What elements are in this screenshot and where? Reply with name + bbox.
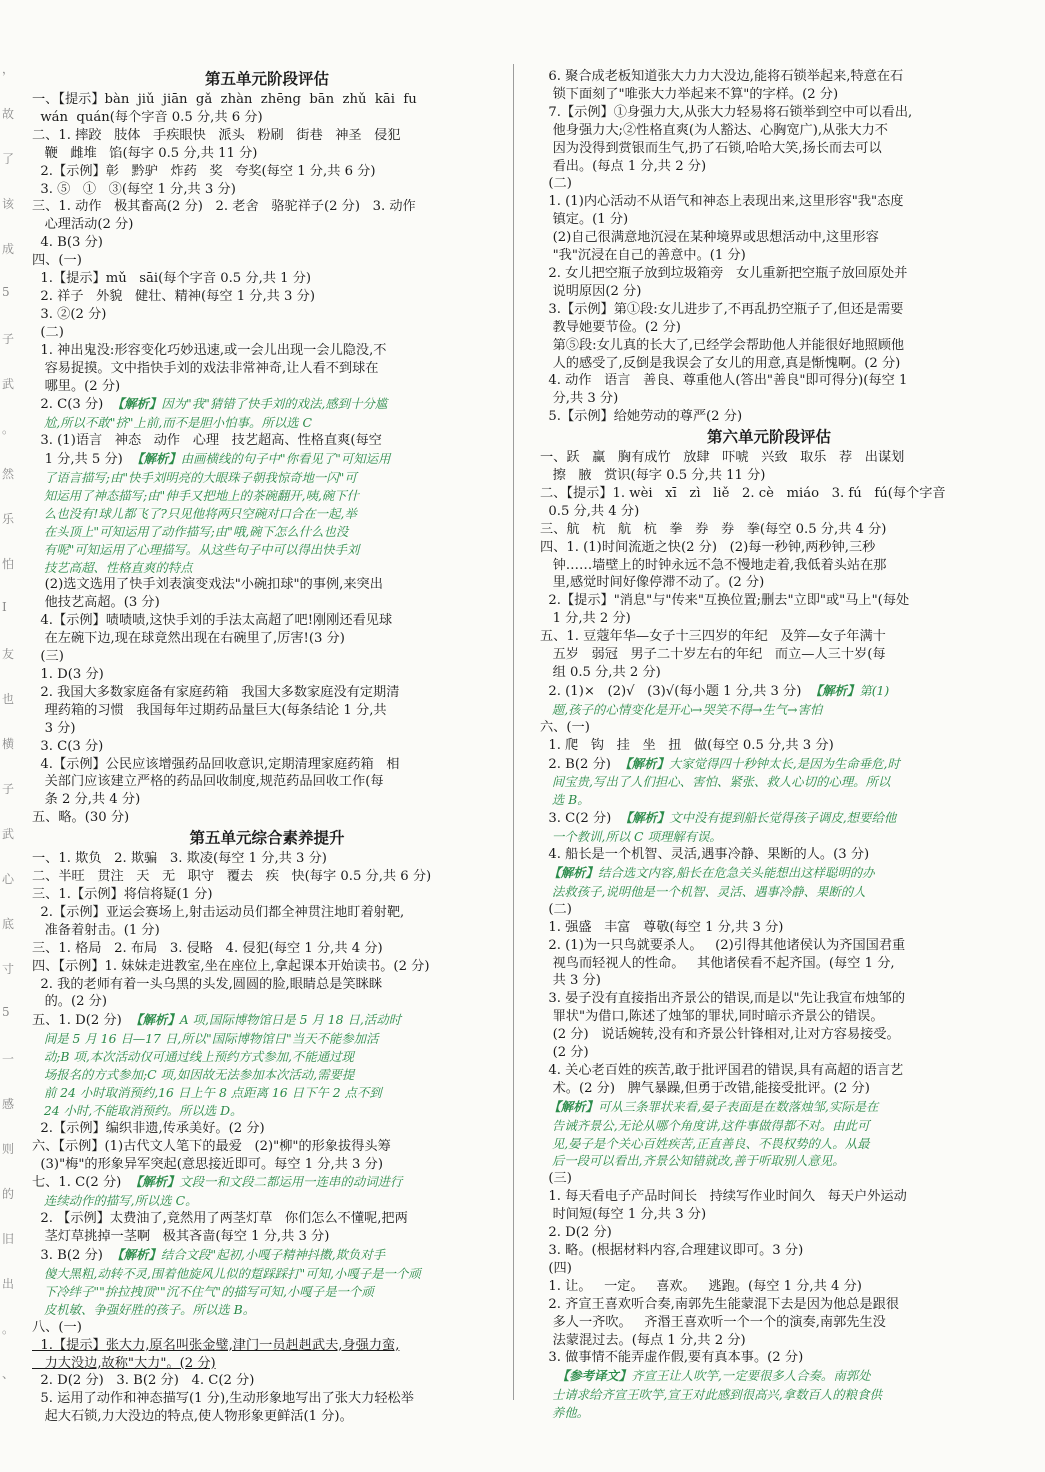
analysis-line: 见,晏子是个关心百姓疾苦,正直善良、不畏权势的人。从最 [540, 1135, 870, 1151]
margin-fragment: 横 [2, 737, 15, 751]
answer-line: 2. 祥子 外貌 健壮、精神(每空 1 分,共 3 分) [32, 288, 315, 304]
answer-text: 2. (1)× (2)√ (3)√(每小题 1 分,共 3 分) [540, 683, 810, 699]
answer-line: 4.【示例】啧啧啧,这快手刘的手法太高超了吧!刚刚还看见球 [32, 613, 393, 629]
analysis-text: 可从三条罪状来看,晏子表面是在数落烛邹,实际是在 [597, 1098, 879, 1114]
answer-line-with-analysis [32, 450, 502, 469]
analysis-line: 养他。 [540, 1405, 589, 1421]
margin-fragment: 也 [2, 692, 15, 706]
answer-line: (三) [32, 649, 64, 665]
analysis-inline [810, 683, 890, 698]
margin-fragment: 则 [2, 1142, 15, 1156]
answer-line: 擦 腋 赏识(每字 0.5 分,共 11 分) [540, 468, 766, 484]
answer-line: 3. (1)语言 神态 动作 心理 技艺超高、性格直爽(每空 [32, 433, 382, 449]
answer-line: 4. 动作 语言 善良、尊重他人(答出"善良"即可得分)(每空 1 [540, 373, 908, 389]
margin-fragment: 一 [2, 1052, 15, 1066]
analysis-line: 法救孩子,说明他是一个机智、灵活、遇事冷静、果断的人 [540, 883, 866, 899]
margin-fragment: 寸 [2, 962, 15, 976]
margin-fragment: 武 [2, 827, 15, 841]
analysis-inline [130, 1012, 401, 1027]
answer-line: 哪里。(2 分) [32, 378, 121, 394]
answer-line: 3. ⑤ ① ③(每空 1 分,共 3 分) [32, 181, 236, 197]
analysis-line: 了语言描写;由"快手刘明亮的大眼珠子朝我惊奇地一闪"可 [32, 470, 357, 486]
answer-text: 五、1. D(2 分) [32, 1013, 131, 1029]
analysis-inline [557, 1368, 871, 1383]
answer-line: 3 分) [32, 720, 76, 736]
margin-fragment: I [2, 600, 7, 614]
answer-line: 五岁 弱冠 男子二十岁左右的年纪 而立—人三十岁(每 [540, 647, 886, 663]
answer-line: 因为没得到赏银而生气,扔了石锁,哈哈大笑,扬长而去可以 [540, 140, 882, 156]
answer-line: (三) [540, 1171, 572, 1187]
margin-fragment: 友 [2, 647, 15, 661]
margin-fragment: 怕 [2, 557, 15, 571]
analysis-line: 后一段可以看出,齐景公知错就改,善于听取别人意见。 [540, 1153, 845, 1169]
analysis-tag: 【解析】 [548, 1098, 598, 1114]
answer-line-with-analysis [540, 864, 998, 883]
margin-fragment: 武 [2, 377, 15, 391]
margin-fragment: 然 [2, 467, 15, 481]
underlined-answer-line: 力大没边,故称"大力"。(2 分) [32, 1355, 216, 1371]
answer-line: 罪状"为借口,陈述了烛邹的罪状,同时暗示齐景公的错误。 [540, 1009, 884, 1025]
answer-line: 2.【提示】"消息"与"传来"互换位置;删去"立即"或"马上"(每处 [540, 593, 910, 609]
answer-line: 2. D(2 分) [540, 1225, 612, 1241]
answer-line: 五、略。(30 分) [32, 810, 130, 826]
answer-line-with-analysis [32, 1173, 502, 1192]
answer-line: (四) [540, 1260, 572, 1276]
analysis-text: 由画横线的句子中"你看见了"可知运用 [180, 451, 391, 467]
answer-line: 容易捉摸。文中指快手刘的戏法非常神奇,让人看不到球在 [32, 360, 379, 376]
answer-line: 茎灯草挑掉一茎啊 极其吝啬(每空 1 分,共 3 分) [32, 1229, 330, 1245]
answer-line: 3. 做事情不能弄虚作假,要有真本事。(2 分) [540, 1350, 804, 1366]
answer-line: 4. 关心老百姓的疾苦,敢于批评国君的错误,具有高超的语言艺 [540, 1062, 904, 1078]
answer-line: 一、【提示】bàn jiǔ jiān gǎ zhàn zhēng bān zhǔ kāi fu [32, 92, 417, 107]
answer-line: 六、(一) [540, 719, 590, 735]
answer-text: 1 分,共 5 分) [32, 452, 132, 468]
analysis-line: 选 B。 [540, 792, 590, 808]
answer-line: 4. B(3 分) [32, 235, 103, 251]
answer-line: 3. ②(2 分) [32, 306, 107, 322]
answer-line: 5.【示例】给她劳动的尊严(2 分) [540, 409, 743, 425]
answer-line: (3)"梅"的形象异军突起(意思接近即可。每空 1 分,共 3 分) [32, 1156, 383, 1172]
answer-line: 3. C(3 分) [32, 738, 104, 754]
answer-line: 共 3 分) [540, 973, 601, 989]
answer-line: 他技艺高超。(3 分) [32, 595, 160, 611]
answer-line-with-analysis [540, 755, 998, 774]
answer-line: 组 0.5 分,共 2 分) [540, 665, 661, 680]
answer-line: (二) [540, 901, 572, 917]
answer-line: "我"沉浸在自己的善意中。(1 分) [540, 248, 746, 264]
answer-line: 2. 我国大多数家庭备有家庭药箱 我国大多数家庭没有定期清 [32, 684, 400, 700]
margin-fragment: 心 [2, 872, 15, 886]
margin-fragment: 5 [2, 285, 10, 299]
answer-line: 三、1. 动作 极其畜高(2 分) 2. 老舍 骆驼祥子(2 分) 3. 动作 [32, 199, 416, 215]
answer-line: 1.【提示】mǔ sāi(每个字音 0.5 分,共 1 分) [32, 271, 312, 287]
left-margin-fragments [0, 60, 18, 1420]
margin-fragment: ， [2, 62, 15, 76]
answer-line: 在左碗下边,现在球竟然出现在右碗里了,厉害!(3 分) [32, 631, 345, 647]
answer-line: 里,感觉时间好像停滞不动了。(2 分) [540, 575, 765, 591]
answer-line: 2.【示例】彰 黔驴 炸药 奖 夸奖(每空 1 分,共 6 分) [32, 163, 376, 179]
analysis-text: 文段一和文段二都运用一连串的动词进行 [179, 1174, 403, 1190]
margin-fragment: 感 [2, 1097, 15, 1111]
section-heading: 第五单元阶段评估 [204, 70, 329, 88]
answer-line: 锁下面刻了"唯张大力举起来不算"的字样。(2 分) [540, 86, 839, 102]
margin-fragment: 出 [2, 1277, 15, 1291]
analysis-line: 动;B 项,本次活动仅可通过线上预约方式参加,不能通过现 [32, 1049, 354, 1065]
answer-line: 6. 聚合成老板知道张大力力大没边,能将石锁举起来,特意在石 [540, 69, 904, 84]
analysis-line: 技艺高超、性格直爽的特点 [32, 559, 193, 575]
answer-line: (2)自己很满意地沉浸在某种境界或思想活动中,这里形容 [540, 230, 879, 246]
answer-line: 八、(一) [32, 1319, 82, 1335]
answer-line: wán quán(每个字音 0.5 分,共 6 分) [32, 109, 263, 125]
answer-line: 7.【示例】①身强力大,从张大力轻易将石锁举到空中可以看出, [540, 104, 913, 120]
answer-text: 七、1. C(2 分) [32, 1175, 130, 1191]
answer-line: 理药箱的习惯 我国每年过期药品量巨大(每条结论 1 分,共 [32, 702, 387, 718]
analysis-line: 一个教训,所以 C 项理解有误。 [540, 829, 722, 845]
analysis-text: 结合文段"起初,小嘎子精神抖擞,欺负对手 [160, 1247, 386, 1263]
answer-line: 钟……墙壁上的时钟永远不急不慢地走着,我低着头站在那 [540, 557, 887, 573]
answer-line: 2. 【示例】太费油了,竟然用了两茎灯草 你们怎么不懂呢,把两 [32, 1211, 408, 1227]
analysis-tag: 【解析】 [129, 1174, 180, 1190]
answer-line: 三、1.【示例】将信将疑(1 分) [32, 886, 213, 902]
analysis-line: 士请求给齐宣王吹竽,宣王对此感到很高兴,拿数百人的粮食供 [540, 1387, 882, 1403]
answer-line: 二、1. 摔跤 肢体 手疾眼快 派头 粉刷 街巷 神圣 侵犯 [32, 127, 401, 143]
analysis-inline [112, 396, 388, 411]
answer-line: 四、1. (1)时间流逝之快(2 分) (2)每一秒钟,两秒钟,三秒 [540, 539, 876, 555]
margin-fragment: 子 [2, 782, 15, 796]
margin-fragment: 。 [2, 1322, 15, 1336]
answer-line: 2.【示例】亚运会赛场上,射击运动员们都全神贯注地盯着射靶, [32, 904, 405, 920]
margin-fragment: 底 [2, 917, 15, 931]
answer-line: 的。(2 分) [32, 994, 108, 1010]
analysis-inline [130, 1174, 403, 1189]
answer-line: 条 2 分,共 4 分) [32, 792, 141, 808]
analysis-line: 皮机敏、争强好胜的孩子。所以选 B。 [32, 1301, 256, 1317]
answer-line-with-analysis [540, 682, 998, 701]
answer-line: 1. 强盛 丰富 尊敬(每空 1 分,共 3 分) [540, 919, 784, 935]
column-divider [513, 64, 514, 1400]
answer-line: 时间短(每空 1 分,共 3 分) [540, 1207, 707, 1223]
analysis-line: 连续动作的描写,所以选 C。 [32, 1193, 198, 1209]
answer-line: 4. 船长是一个机智、灵活,遇事冷静、果断的人。(3 分) [540, 847, 870, 863]
analysis-line: 尬,所以不敢"挤"上前,而不是胆小怕事。所以选 C [32, 415, 312, 431]
answer-line: 2. D(2 分) 3. B(2 分) 4. C(2 分) [32, 1373, 255, 1389]
answer-line: 1. (1)内心活动不从语气和神态上表现出来,这里形容"我"态度 [540, 194, 904, 210]
answer-line: 4.【示例】公民应该增强药品回收意识,定期清理家庭药箱 相 [32, 756, 400, 772]
analysis-line: 间宝贵,写出了人们担心、害怕、紧张、救人心切的心理。所以 [540, 774, 891, 790]
answer-line: 分,共 3 分) [540, 391, 619, 407]
answer-line-with-analysis [540, 809, 998, 828]
answer-line: (2 分) [540, 1045, 589, 1061]
answer-line-with-analysis [32, 395, 502, 414]
underlined-answer-line: 1.【提示】张大力,原名叫张金璧,津门一员赳赳武夫,身强力蛮, [32, 1337, 400, 1353]
analysis-inline [548, 865, 874, 880]
margin-fragment: 、 [2, 1367, 15, 1381]
answer-line: 1. D(3 分) [32, 667, 104, 682]
answer-line: 术。(2 分) 脾气暴躁,但勇于改错,能接受批评。(2 分) [540, 1080, 870, 1096]
answer-line: 三、1. 格局 2. 布局 3. 侵略 4. 侵犯(每空 1 分,共 4 分) [32, 940, 383, 956]
analysis-line: 题,孩子的心情变化是开心→哭笑不得→生气→害怕 [540, 701, 823, 717]
analysis-tag: 【解析】 [111, 1247, 161, 1263]
analysis-line: 告诫齐景公,无论从哪个角度讲,这件事做得都不对。由此可 [540, 1117, 870, 1133]
margin-fragment: 。 [2, 422, 15, 436]
section-heading: 第五单元综合素养提升 [189, 829, 345, 848]
analysis-line: 有呢"可知运用了心理描写。从这些句子中可以得出快手刘 [32, 541, 360, 557]
answer-line: 二、半旺 贯注 天 无 职守 覆去 疾 快(每字 0.5 分,共 6 分) [32, 869, 432, 885]
analysis-line: 傻大黑粗,动转不灵,围着他旋风儿似的踅踩踩打"可知,小嘎子是一个顽 [32, 1266, 421, 1281]
answer-line-with-analysis [32, 1011, 502, 1030]
margin-fragment: 了 [2, 152, 15, 166]
answer-line: 2. 齐宣王喜欢听合奏,南郭先生能蒙混下去是因为他总是跟很 [540, 1296, 900, 1312]
answer-line: 三、航 杭 航 杭 拳 券 券 拳(每空 0.5 分,共 4 分) [540, 521, 887, 537]
margin-fragment: 子 [2, 332, 15, 346]
analysis-inline [548, 1099, 878, 1114]
answer-line: 关部门应该建立严格的药品回收制度,规范药品回收工作(每 [32, 774, 384, 790]
analysis-text: 结合选文内容,船长在危急关头能想出这样聪明的办 [597, 864, 875, 880]
answer-line: 3. 晏子没有直接指出齐景公的错误,而是以"先让我宣布烛邹的 [540, 991, 906, 1007]
margin-fragment: 乐 [2, 512, 15, 526]
answer-text: 3. B(2 分) [32, 1248, 112, 1264]
answer-line: 2. 我的老师有着一头乌黑的头发,圆圆的脸,眼睛总是笑眯眯 [32, 976, 383, 992]
answer-line: 人的感受了,反倒是我误会了女儿的用意,真是惭愧啊。(2 分) [540, 355, 901, 371]
margin-fragment: 该 [2, 197, 15, 211]
margin-fragment: 故 [2, 107, 15, 121]
answer-line: 起大石锁,力大没边的特点,使人物形象更鲜活(1 分)。 [32, 1409, 353, 1425]
answer-line: 视鸟而轻视人的性命。 其他诸侯看不起齐国。(每空 1 分, [540, 955, 895, 971]
answer-line: 心理活动(2 分) [32, 217, 134, 233]
answer-line: 1. 每天看电子产品时间长 持续写作业时间久 每天户外运动 [540, 1189, 907, 1205]
right-column [540, 68, 998, 1421]
analysis-text: A 项,国际博物馆日是 5 月 18 日,活动时 [179, 1012, 401, 1028]
answer-line: 四、(一) [32, 253, 82, 269]
margin-fragment: 5 [2, 1005, 10, 1019]
answer-line: 5. 运用了动作和神态描写(1 分),生动形象地写出了张大力轻松举 [32, 1391, 414, 1407]
analysis-line: 知运用了神态描写;由"伸手又把地上的茶碗翻开,咦,碗下什 [32, 487, 359, 503]
answer-line: (二) [32, 324, 64, 340]
answer-line: 他身强力大;②性格直爽(为人豁达、心胸宽广),从张大力不 [540, 122, 888, 138]
margin-fragment: 的 [2, 1187, 15, 1201]
answer-line: 四、【示例】1. 妹妹走进教室,坐在座位上,拿起课本开始读书。(2 分) [32, 958, 430, 974]
answer-line: 3.【示例】第①段:女儿进步了,不再乱扔空瓶子了,但还是需要 [540, 301, 904, 317]
analysis-inline [620, 810, 897, 825]
answer-line: (2)选文选用了快手刘表演变戏法"小碗扣球"的事例,来突出 [32, 577, 383, 593]
analysis-tag: 【解析】 [548, 864, 598, 880]
answer-text: 2. B(2 分) [540, 756, 620, 772]
analysis-tag: 【解析】 [619, 755, 669, 771]
analysis-line: 下冷绊子""拚拉拽顶""沉不住气"的描写可知,小嘎子是一个顽 [32, 1283, 374, 1299]
margin-fragment: 旧 [2, 1232, 15, 1246]
answer-line: 说明原因(2 分) [540, 283, 642, 299]
analysis-tag: 【解析】 [131, 451, 181, 467]
answer-line: 准备着射击。(1 分) [32, 922, 160, 938]
answer-line: 2. 女儿把空瓶子放到垃圾箱旁 女儿重新把空瓶子放回原处并 [540, 265, 908, 281]
answer-line: 法蒙混过去。(每点 1 分,共 2 分) [540, 1332, 746, 1348]
answer-line: 2.【示例】编织非遗,传承美好。(2 分) [32, 1120, 265, 1136]
analysis-tag: 【解析】 [130, 1012, 180, 1028]
answer-text: 2. C(3 分) [32, 397, 112, 413]
answer-text: 3. C(2 分) [540, 811, 620, 827]
answer-line: 第⑤段:女儿真的长大了,已经学会帮助他人并能很好地照顾他 [540, 337, 905, 353]
analysis-line: 么也没有!球儿都飞了?只见他将两只空碗对口合在一起,举 [32, 505, 357, 521]
answer-line: 镇定。(1 分) [540, 212, 629, 228]
answer-line: 1 分,共 2 分) [540, 611, 631, 627]
analysis-line: 间是 5 月 16 日—17 日,所以"国际博物馆日"当天不能参加活 [32, 1031, 379, 1047]
analysis-text: 齐宣王让人吹竽,一定要很多人合奏。南郭处 [631, 1368, 871, 1384]
answer-line: 鞭 雌堆 馅(每字 0.5 分,共 11 分) [32, 145, 258, 161]
answer-line: 1. 爬 钩 挂 坐 扭 做(每空 0.5 分,共 3 分) [540, 737, 834, 753]
answer-line: 一、1. 欺负 2. 欺骗 3. 欺凌(每空 1 分,共 3 分) [32, 851, 327, 867]
answer-line: 3. 略。(根据材料内容,合理建议即可。3 分) [540, 1243, 804, 1258]
analysis-tag: 【解析】 [619, 810, 670, 826]
answer-line-with-analysis [32, 1246, 502, 1265]
analysis-inline [111, 1247, 385, 1262]
answer-line-with-analysis [540, 1098, 998, 1117]
analysis-line: 在头顶上"可知运用了动作描写;由"哦,碗下怎么什么也没 [32, 523, 349, 539]
analysis-tag: 【参考译文】 [556, 1368, 632, 1384]
answer-line: (2 分) 说话婉转,没有和齐景公针锋相对,让对方容易接受。 [540, 1027, 900, 1043]
analysis-inline [131, 451, 390, 466]
answer-line: 六、【示例】(1)古代文人笔下的最爱 (2)"柳"的形象拔得头筹 [32, 1138, 391, 1154]
analysis-text: 文中没有提到船长觉得孩子调皮,想要给他 [669, 810, 897, 826]
answer-line: 五、1. 豆蔻年华—女子十三四岁的年纪 及笄—女子年满十 [540, 629, 886, 645]
answer-line: 0.5 分,共 4 分) [540, 503, 640, 519]
analysis-line: 场报名的方式参加;C 项,如因故无法参加本次活动,需要提 [32, 1067, 355, 1083]
answer-text [540, 1369, 557, 1384]
analysis-tag: 【解析】 [809, 682, 860, 698]
margin-fragment: 成 [2, 242, 15, 256]
answer-line: 看出。(每点 1 分,共 2 分) [540, 158, 707, 174]
left-column [32, 68, 502, 1425]
answer-line: 1. 神出鬼没:形容变化巧妙迅速,或一会儿出现一会儿隐没,不 [32, 342, 387, 358]
answer-line: 二、【提示】1. wèi xī zì liě 2. cè miáo 3. fú fú(每个字音 [540, 485, 946, 501]
answer-line: 2. (1)为一只鸟就要杀人。 (2)引得其他诸侯认为齐国国君重 [540, 937, 906, 953]
analysis-text: 因为"我"猜错了快手刘的戏法,感到十分尴 [161, 396, 388, 412]
analysis-line: 24 小时,不能取消预约。所以选 D。 [32, 1102, 243, 1118]
answer-line: 教导她要节俭。(2 分) [540, 319, 681, 335]
section-heading: 第六单元阶段评估 [706, 428, 831, 447]
answer-line: 一、跃 赢 胸有成竹 放肆 吓唬 兴致 取乐 荐 出谋划 [540, 450, 905, 466]
analysis-tag: 【解析】 [111, 396, 162, 412]
answer-line-with-analysis [540, 1367, 998, 1386]
answer-line: 1. 让。 一定。 喜欢。 逃跑。(每空 1 分,共 4 分) [540, 1278, 862, 1294]
answer-line: (二) [540, 176, 572, 192]
analysis-text: 第(1) [859, 682, 890, 698]
answer-line: 多人一齐吹。 齐湣王喜欢听一个一个的演奏,南郭先生没 [540, 1314, 886, 1330]
analysis-line: 前 24 小时取消预约,16 日上午 8 点距离 16 日下午 2 点不到 [32, 1084, 382, 1100]
analysis-text: 大家觉得四十秒钟太长,是因为生命垂危,时 [668, 755, 900, 771]
analysis-inline [619, 756, 899, 771]
